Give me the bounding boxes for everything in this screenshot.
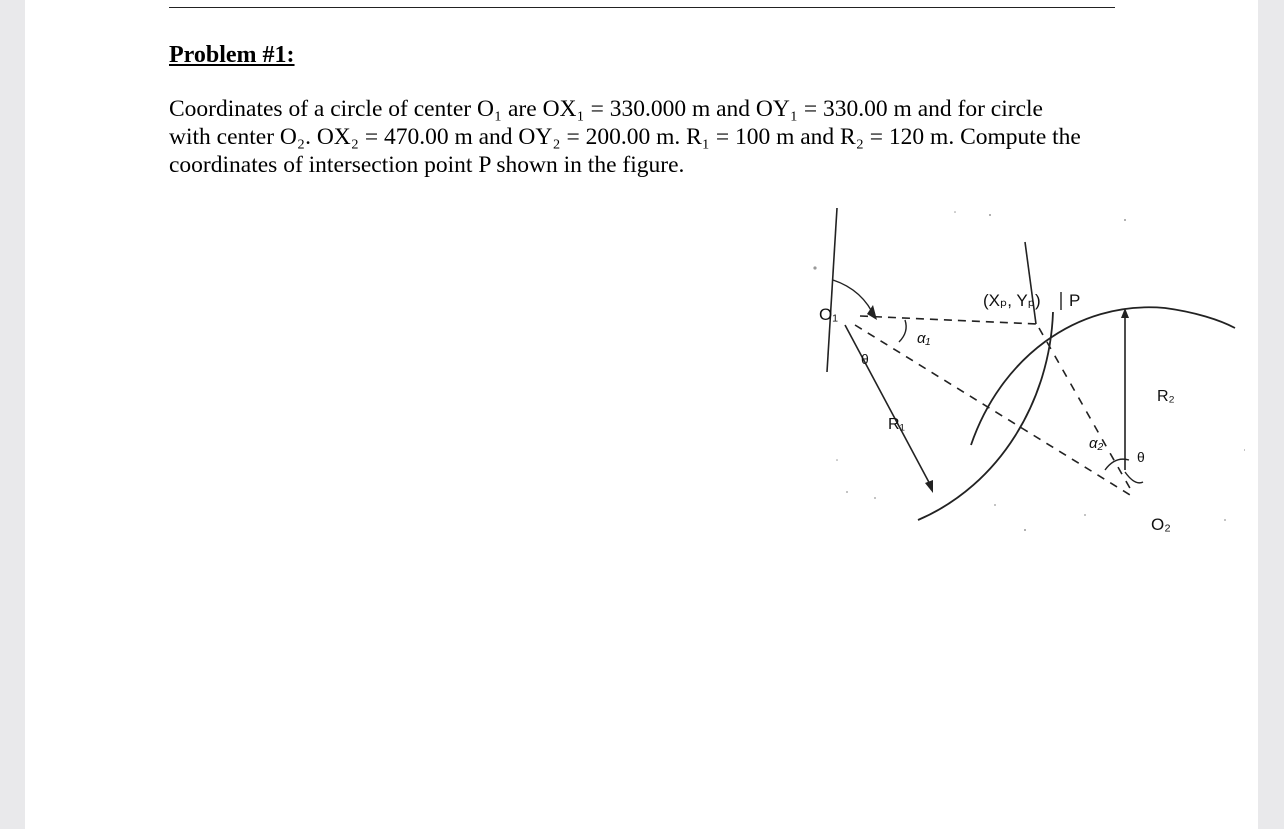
alpha1-arc	[899, 320, 906, 342]
label-theta-2: θ	[1137, 449, 1145, 465]
north-line-o1	[827, 208, 837, 372]
problem-line-2: with center O₂. OX₂ = 470.00 m and OY₂ = 200.00 m. R₁ = 100 m and R₂ = 120 m. Compute the	[169, 124, 1081, 150]
dashed-o1-o2	[855, 325, 1135, 498]
document-page	[25, 0, 1258, 829]
label-point-coords: (Xₚ, Yₚ)	[983, 291, 1041, 310]
problem-line-1: Coordinates of a circle of center O₁ are OX₁ = 330.000 m and OY₁ = 330.00 m and for circle	[169, 96, 1043, 122]
label-alpha2: α₂	[1089, 435, 1104, 452]
intersection-figure	[785, 200, 1245, 545]
problem-line-3: coordinates of intersection point P shown in the figure.	[169, 152, 685, 178]
r1-line	[845, 325, 932, 488]
r1-arrowhead	[925, 480, 933, 493]
label-alpha1: α₁	[917, 330, 931, 347]
circle-1-arc	[918, 312, 1053, 520]
dashed-p-o2	[1039, 328, 1131, 490]
label-theta-1: θ	[861, 351, 869, 367]
scan-speckles	[813, 211, 1245, 531]
label-r1: R₁	[888, 416, 905, 433]
label-o1: O₁	[819, 305, 838, 324]
problem-statement	[169, 95, 1119, 179]
label-r2: R₂	[1157, 388, 1175, 405]
circle-2-arc	[971, 307, 1235, 445]
theta-arc-o2	[1125, 472, 1143, 483]
north-line-p	[1025, 242, 1036, 324]
top-rule	[169, 7, 1115, 8]
label-p: P	[1069, 291, 1081, 310]
dashed-horizontal	[860, 316, 1037, 324]
label-o2: O₂	[1151, 515, 1171, 534]
problem-title: Problem #1:	[169, 42, 295, 68]
